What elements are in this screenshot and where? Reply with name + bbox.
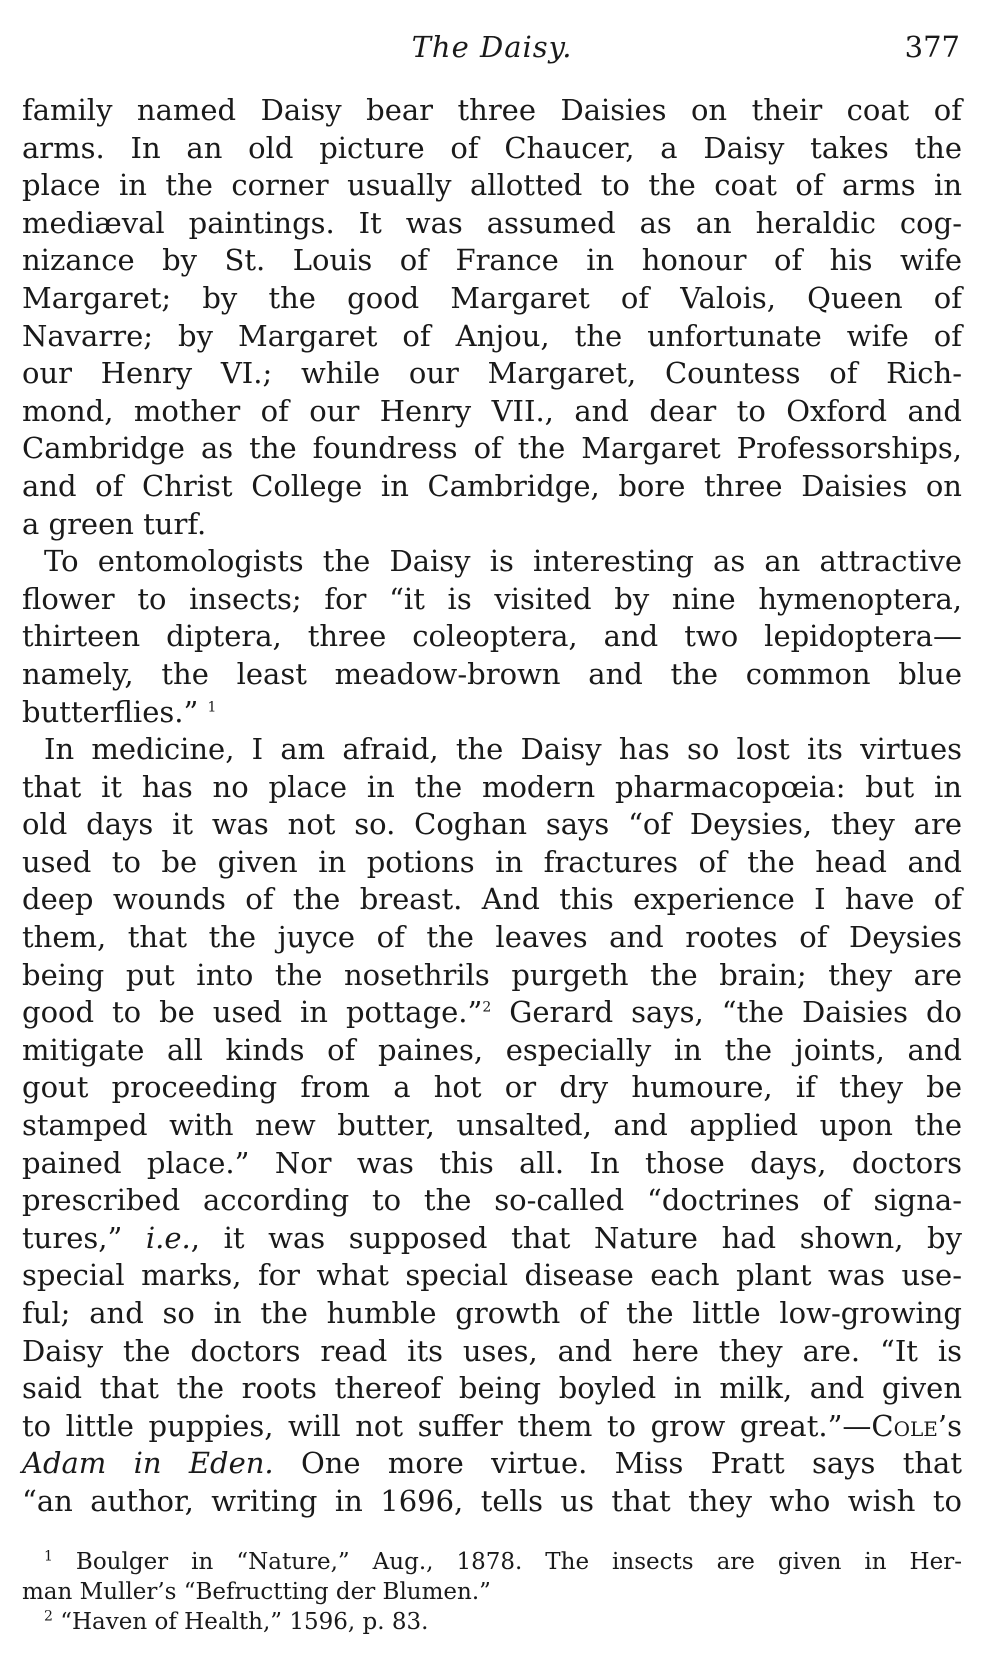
footnote-ref-1: 1	[207, 698, 217, 715]
footnote-ref-2: 2	[482, 999, 492, 1016]
text-segment: , it was supposed that Nature had shown, by	[190, 1220, 962, 1255]
text-line: used to be given in potions in fractures of the head and	[22, 844, 962, 879]
footnote-1-continued: man Muller’s “Befructting der Blumen.”	[22, 1579, 491, 1605]
text-line: that it has no place in the modern pharmacopœia: but in	[22, 769, 962, 804]
text-line: them, that the juyce of the leaves and rootes of Deysies	[22, 920, 962, 955]
text-line: place in the corner usually allotted to the coat of arms in	[22, 168, 962, 203]
text-line: mediæval paintings. It was assumed as an heraldic cog-	[22, 205, 962, 240]
text-line	[22, 1220, 962, 1258]
text-line	[22, 994, 962, 1032]
author-name-small-caps: Cole	[871, 1408, 938, 1443]
text-line: nizance by St. Louis of France in honour of his wife	[22, 243, 962, 278]
footnote-text: Boulger in “Nature,” Aug., 1878. The insects are given in Her-	[52, 1549, 962, 1575]
text-segment: Gerard says, “the Daisies do	[491, 995, 963, 1030]
text-segment: tures,”	[22, 1220, 146, 1255]
text-line: “an author, writing in 1696, tells us that they who wish to	[22, 1483, 962, 1518]
page-header	[22, 30, 962, 70]
text-line: and of Christ College in Cambridge, bore three Daisies on	[22, 468, 962, 503]
text-line: said that the roots thereof being boyled in milk, and given	[22, 1371, 962, 1406]
text-line: thirteen diptera, three coleoptera, and two lepidoptera—	[22, 619, 962, 654]
text-line: namely, the least meadow-brown and the common blue	[22, 656, 962, 691]
text-line	[22, 694, 962, 732]
text-line: our Henry VI.; while our Margaret, Countess of Rich-	[22, 356, 962, 391]
text-segment: One more virtue. Miss Pratt says that	[273, 1446, 962, 1481]
text-line: pained place.” Nor was this all. In those days, doctors	[22, 1145, 962, 1180]
text-line: Cambridge as the foundress of the Margaret Professorships,	[22, 431, 962, 466]
text-line: mitigate all kinds of paines, especially in the joints, and	[22, 1032, 962, 1067]
text-line: a green turf.	[22, 506, 207, 541]
text-line	[22, 1408, 962, 1446]
text-line: special marks, for what special disease each plant was use-	[22, 1258, 962, 1293]
paragraph-start-line: To entomologists the Daisy is interesting as an attractive	[44, 544, 962, 579]
text-line: mond, mother of our Henry VII., and dear to Oxford and	[22, 393, 962, 428]
text-line: flower to insects; for “it is visited by nine hymenoptera,	[22, 581, 962, 616]
body-text	[22, 92, 962, 1521]
book-title-italic: Adam in Eden.	[22, 1446, 274, 1481]
text-line: arms. In an old picture of Chaucer, a Daisy takes the	[22, 130, 962, 165]
footnote-1	[22, 1547, 962, 1577]
text-line: ful; and so in the humble growth of the little low-growing	[22, 1296, 962, 1330]
text-line: stamped with new butter, unsalted, and applied upon the	[22, 1108, 962, 1143]
text-line: prescribed according to the so-called “doctrines of signa-	[22, 1183, 962, 1218]
text-line: Daisy the doctors read its uses, and here they are. “It is	[22, 1333, 962, 1368]
text-line: family named Daisy bear three Daisies on their coat of	[22, 93, 962, 127]
text-line	[22, 1445, 962, 1483]
text-line: deep wounds of the breast. And this experience I have of	[22, 882, 962, 917]
footnote-text: “Haven of Health,” 1596, p. 83.	[52, 1609, 429, 1635]
text-line: Navarre; by Margaret of Anjou, the unfortunate wife of	[22, 318, 962, 353]
text-segment: good to be used in pottage.”	[22, 995, 483, 1030]
footnote-mark-2: 2	[44, 1608, 53, 1625]
running-title: The Daisy.	[411, 30, 573, 64]
italic-abbreviation: i.e.	[145, 1220, 191, 1255]
text-line: gout proceeding from a hot or dry humoure, if they be	[22, 1070, 962, 1105]
footnotes	[22, 1547, 962, 1637]
footnote-2	[22, 1607, 962, 1637]
text-segment: butterflies.”	[22, 694, 199, 729]
text-line: old days it was not so. Coghan says “of Deysies, they are	[22, 807, 962, 842]
text-segment: to little puppies, will not suffer them to grow great.”—	[22, 1408, 872, 1443]
paragraph-start-line: In medicine, I am afraid, the Daisy has so lost its virtues	[44, 732, 962, 767]
text-segment: ’s	[937, 1408, 962, 1443]
text-line: Margaret; by the good Margaret of Valois, Queen of	[22, 280, 962, 315]
text-line: being put into the nosethrils purgeth the brain; they are	[22, 957, 962, 992]
page-number: 377	[904, 30, 960, 64]
footnote-mark-1: 1	[44, 1548, 53, 1565]
